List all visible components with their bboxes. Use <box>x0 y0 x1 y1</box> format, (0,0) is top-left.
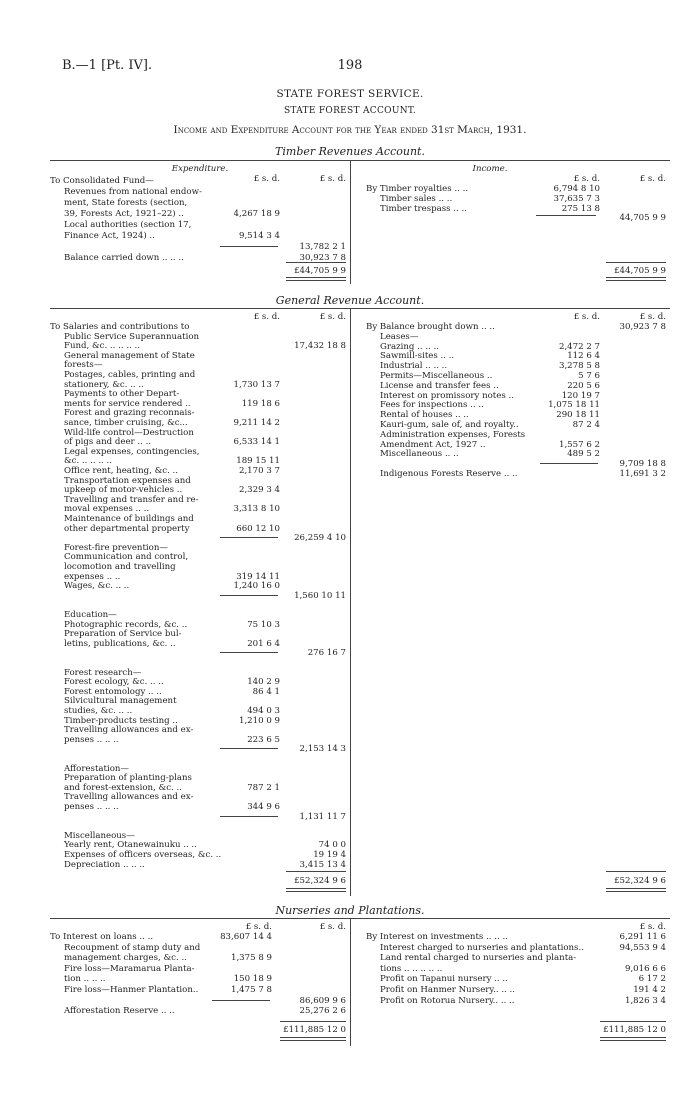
gen-exp-row-total: 74 0 0 <box>318 840 346 851</box>
timber-right-total-rule <box>606 262 666 263</box>
general-left-lsd-a: £ s. d. <box>253 312 280 322</box>
gen-exp-row-label: letins, publications, &c. .. <box>64 638 176 649</box>
gen-exp-row-amount: 1,240 16 0 <box>233 581 280 592</box>
gen-inc-row-label: Rental of houses .. .. <box>380 410 469 421</box>
nur-inc-row-total: 1,826 3 4 <box>624 995 666 1006</box>
gen-exp-row-label: Maintenance of buildings and <box>64 514 194 524</box>
nurseries-rule-top <box>50 918 670 919</box>
nur-exp-row-label: Fire loss—Maramarua Planta- <box>64 963 195 974</box>
gen-exp-row-amount: 2,170 3 7 <box>238 466 280 476</box>
gen-exp-row-total: 276 16 7 <box>307 648 346 659</box>
gen-exp-row-amount: 223 6 5 <box>247 734 280 745</box>
gen-exp-row-total: 19 19 4 <box>313 850 346 860</box>
gen-exp-row-label: Miscellaneous— <box>64 830 135 841</box>
nur-exp-row-label: Recoupment of stamp duty and <box>64 942 201 953</box>
nur-exp-subtotal-rule <box>212 1000 270 1001</box>
gen-exp-subtotal-rule <box>220 537 278 538</box>
gen-inc-row-total: 9,709 18 8 <box>619 459 666 470</box>
gen-exp-row-label: forests— <box>64 360 103 371</box>
gen-exp-row-label: sance, timber cruising, &c... <box>64 418 188 428</box>
gen-inc-row-total: 11,691 3 2 <box>619 469 666 479</box>
timber-exp-row-label: Finance Act, 1924) .. <box>64 231 155 241</box>
gen-exp-row-amount: 119 18 6 <box>241 398 280 409</box>
page-heading: Income and Expenditure Account for the Year ended 31st March, 1931. <box>173 124 527 136</box>
gen-inc-row-label: Interest on promissory notes .. <box>380 390 514 401</box>
timber-exp-row-amount: 9,514 3 4 <box>238 231 280 241</box>
gen-exp-row-label: Forest and grazing reconnais- <box>64 408 195 419</box>
gen-inc-subtotal-rule <box>540 463 598 464</box>
nur-inc-row-total: 94,553 9 4 <box>619 942 666 953</box>
gen-inc-row-label: Administration expenses, Forests <box>380 429 526 440</box>
general-right-total-rule <box>606 871 666 872</box>
nur-inc-row-total: 191 4 2 <box>633 985 666 995</box>
gen-exp-row-label: Travelling allowances and ex- <box>64 725 194 736</box>
gen-exp-row-label: Postages, cables, printing and <box>64 370 196 380</box>
gen-exp-row-total: 17,432 18 8 <box>294 341 346 352</box>
gen-exp-row-label: stationery, &c. .. .. <box>64 379 144 390</box>
nur-exp-row-label: To Interest on loans .. .. <box>50 932 154 942</box>
general-right-total: £52,324 9 6 <box>614 876 666 886</box>
gen-inc-row-label: Grazing .. .. .. <box>380 341 439 352</box>
gen-inc-row-total: 30,923 7 8 <box>619 322 666 332</box>
gen-inc-row-amount: 112 6 4 <box>567 351 600 362</box>
timber-right-lsd-b: £ s. d. <box>639 174 666 184</box>
nur-exp-row-label: Fire loss—Hanmer Plantation.. <box>64 985 199 995</box>
nurseries-left-total-dbl <box>280 1037 346 1041</box>
timber-inc-row-amount: 37,635 7 3 <box>553 194 600 204</box>
gen-inc-row-label: Permits—Miscellaneous .. <box>380 371 493 381</box>
gen-exp-row-label: studies, &c. .. .. <box>64 706 133 716</box>
gen-exp-row-amount: 1,730 13 7 <box>233 379 280 390</box>
gen-exp-row-label: &c. .. .. .. .. <box>64 456 112 467</box>
gen-exp-row-label: moval expenses .. .. <box>64 504 150 515</box>
gen-inc-row-amount: 87 2 4 <box>572 420 600 430</box>
timber-inc-row-label: Timber trespass .. .. <box>380 204 467 214</box>
gen-exp-row-total: 2,153 14 3 <box>299 744 346 755</box>
gen-exp-row-label: Wild-life control—Destruction <box>64 427 194 438</box>
gen-exp-row-amount: 9,211 14 2 <box>233 418 280 428</box>
nur-inc-row-total: 6,291 11 6 <box>619 932 666 942</box>
gen-exp-row-label: Afforestation— <box>64 763 130 774</box>
nurseries-title: Nurseries and Plantations. <box>275 904 425 917</box>
timber-left-lsd-b: £ s. d. <box>319 174 346 184</box>
gen-inc-row-label: License and transfer fees .. <box>380 380 499 391</box>
timber-exp-row-label: Balance carried down .. .. .. <box>64 253 184 263</box>
gen-exp-row-label: Forest ecology, &c. .. .. <box>64 677 164 688</box>
gen-inc-row-label: Fees for inspections .. .. <box>380 400 484 411</box>
general-left-lsd-b: £ s. d. <box>319 312 346 322</box>
timber-inc-row-label: By Timber royalties .. .. <box>366 184 469 194</box>
timber-inc-row-amount: 275 13 8 <box>561 204 600 214</box>
general-title: General Revenue Account. <box>275 294 425 307</box>
timber-exp-row-label: ment, State forests (section, <box>64 198 188 208</box>
timber-inc-head: Income. <box>472 164 508 174</box>
gen-inc-row-amount: 489 5 2 <box>567 449 600 460</box>
timber-right-sub-rule <box>536 215 596 216</box>
timber-exp-row-label: Revenues from national endow- <box>64 187 202 197</box>
gen-exp-row-amount: 2,329 3 4 <box>238 485 280 496</box>
gen-exp-row-amount: 1,210 0 9 <box>238 715 280 726</box>
timber-exp-row-label: To Consolidated Fund— <box>50 176 154 186</box>
gen-exp-row-label: Photographic records, &c. .. <box>64 619 188 630</box>
nur-exp-row-amount: 1,475 7 8 <box>230 985 272 995</box>
gen-exp-row-amount: 319 14 11 <box>236 571 280 582</box>
gen-exp-row-label: Fund, &c. .. .. .. .. <box>64 341 140 352</box>
nur-inc-row-label: By Interest on investments .. .. .. <box>366 932 508 942</box>
timber-divider <box>350 160 351 284</box>
gen-inc-row-amount: 220 5 6 <box>567 380 600 391</box>
gen-exp-row-label: To Salaries and contributions to <box>50 322 190 332</box>
nurseries-left-total-rule <box>280 1021 346 1022</box>
gen-exp-row-label: Education— <box>64 610 117 620</box>
nur-inc-row-label: Land rental charged to nurseries and planta- <box>380 953 577 964</box>
nurseries-left-lsd-b: £ s. d. <box>319 922 346 932</box>
gen-exp-row-label: Forest entomology .. .. <box>64 686 162 697</box>
gen-exp-row-label: Yearly rent, Otanewainuku .. .. <box>64 840 197 851</box>
timber-exp-row-label: Local authorities (section 17, <box>64 220 192 230</box>
gen-inc-row-label: Industrial .. .. .. <box>380 361 448 372</box>
gen-exp-row-amount: 660 12 10 <box>236 523 280 534</box>
gen-exp-row-label: of pigs and deer .. .. <box>64 437 152 448</box>
gen-exp-row-label: Travelling allowances and ex- <box>64 792 194 803</box>
timber-left-total: £44,705 9 9 <box>294 266 346 276</box>
timber-right-sub: 44,705 9 9 <box>619 213 666 223</box>
nurseries-left-total: £111,885 12 0 <box>283 1025 346 1035</box>
gen-exp-row-label: Office rent, heating, &c. .. <box>64 466 179 476</box>
page-subtitle: STATE FOREST ACCOUNT. <box>283 106 417 116</box>
gen-exp-row-label: Legal expenses, contingencies, <box>64 446 200 457</box>
general-right-lsd-b: £ s. d. <box>639 312 666 322</box>
general-left-total: £52,324 9 6 <box>294 876 346 886</box>
gen-exp-row-amount: 494 0 3 <box>247 706 280 716</box>
nur-inc-row-label: Profit on Hanmer Nursery.. .. .. <box>380 985 515 995</box>
gen-exp-row-label: other departmental property <box>64 523 190 534</box>
nur-exp-row-label: tion .. .. .. <box>64 974 106 985</box>
gen-exp-row-label: Depreciation .. .. .. <box>64 859 145 870</box>
nurseries-right-total-rule <box>600 1021 666 1022</box>
general-rule-top <box>50 308 670 309</box>
gen-exp-row-amount: 344 9 6 <box>247 802 280 812</box>
timber-left-total-rule <box>286 262 346 263</box>
gen-exp-row-amount: 787 2 1 <box>247 782 280 793</box>
general-divider <box>350 308 351 896</box>
gen-exp-row-label: locomotion and travelling <box>64 562 176 572</box>
gen-exp-row-total: 3,415 13 4 <box>299 859 346 870</box>
nur-exp-row-amount: 1,375 8 9 <box>230 953 272 964</box>
nurseries-left-lsd-a: £ s. d. <box>245 922 272 932</box>
gen-exp-row-amount: 75 10 3 <box>247 619 280 630</box>
gen-exp-row-label: Payments to other Depart- <box>64 389 180 400</box>
timber-exp-head: Expenditure. <box>171 164 229 174</box>
gen-exp-row-label: ments for service rendered .. <box>64 398 191 409</box>
gen-exp-row-label: Transportation expenses and <box>64 475 191 486</box>
timber-left-lsd-a: £ s. d. <box>253 174 280 184</box>
page-title: STATE FOREST SERVICE. <box>276 88 424 100</box>
gen-exp-row-label: Expenses of officers overseas, &c. .. <box>64 850 222 860</box>
gen-exp-subtotal-rule <box>220 748 278 749</box>
gen-exp-row-amount: 140 2 9 <box>247 677 280 688</box>
nur-inc-row-total: 9,016 6 6 <box>624 963 666 974</box>
gen-inc-row-label: Leases— <box>380 331 419 342</box>
gen-exp-row-amount: 6,533 14 1 <box>233 437 280 448</box>
gen-exp-row-label: penses .. .. .. <box>64 802 119 812</box>
gen-inc-row-amount: 5 7 6 <box>578 371 600 381</box>
gen-exp-row-amount: 86 4 1 <box>252 686 280 697</box>
gen-inc-row-label: Kauri-gum, sale of, and royalty.. <box>380 420 519 430</box>
gen-exp-row-amount: 189 15 11 <box>236 456 280 467</box>
gen-exp-row-amount: 3,313 8 10 <box>233 504 280 515</box>
timber-exp-row-label: 39, Forests Act, 1921–22) .. <box>64 209 184 219</box>
gen-exp-subtotal-rule <box>220 595 278 596</box>
nur-exp-row-total: 86,609 9 6 <box>299 995 346 1006</box>
nur-inc-row-total: 6 17 2 <box>638 974 666 985</box>
gen-exp-subtotal-rule <box>220 652 278 653</box>
gen-exp-row-label: penses .. .. .. <box>64 734 119 745</box>
nur-exp-row-amount: 83,607 14 4 <box>220 932 272 942</box>
nurseries-right-total: £111,885 12 0 <box>603 1025 666 1035</box>
gen-exp-row-label: Forest-fire prevention— <box>64 542 168 553</box>
nur-exp-row-amount: 150 18 9 <box>233 974 272 985</box>
gen-exp-row-label: Forest research— <box>64 667 142 678</box>
gen-inc-row-label: Sawmill-sites .. .. <box>380 351 455 362</box>
timber-exp-row-amount: 4,267 18 9 <box>233 209 280 219</box>
timber-rule-top <box>50 160 670 161</box>
nurseries-right-lsd: £ s. d. <box>639 922 666 932</box>
gen-exp-subtotal-rule <box>220 816 278 817</box>
timber-exp-row-total: 13,782 2 1 <box>299 242 346 252</box>
gen-inc-row-amount: 1,075 18 11 <box>548 400 600 411</box>
gen-inc-row-label: Miscellaneous .. .. <box>380 449 459 460</box>
timber-right-total-dbl <box>606 277 666 281</box>
nurseries-divider <box>350 918 351 1046</box>
nur-exp-row-total: 25,276 2 6 <box>299 1006 346 1017</box>
nur-inc-row-label: Interest charged to nurseries and plantations.. <box>380 942 584 953</box>
gen-exp-row-total: 1,131 11 7 <box>299 811 346 822</box>
gen-inc-row-label: By Balance brought down .. .. <box>366 322 495 332</box>
general-right-lsd-a: £ s. d. <box>573 312 600 322</box>
gen-exp-row-label: Travelling and transfer and re- <box>64 494 199 505</box>
nur-inc-row-label: tions .. .. .. .. .. <box>380 963 443 974</box>
nur-inc-row-label: Profit on Tapanui nursery .. .. <box>380 974 508 985</box>
gen-inc-row-amount: 290 18 11 <box>556 410 600 421</box>
nur-inc-row-label: Profit on Rotorua Nursery.. .. .. <box>380 995 515 1006</box>
nur-exp-row-label: management charges, &c. .. <box>64 953 187 964</box>
gen-exp-row-label: General management of State <box>64 350 195 361</box>
gen-inc-row-amount: 3,278 5 8 <box>558 361 600 372</box>
gen-exp-row-label: Preparation of planting-plans <box>64 773 192 784</box>
gen-exp-row-label: upkeep of motor-vehicles .. <box>64 485 183 496</box>
timber-inc-row-amount: 6,794 8 10 <box>553 184 600 194</box>
gen-exp-row-label: expenses .. .. <box>64 571 121 582</box>
gen-exp-row-label: Wages, &c. .. .. <box>64 581 130 592</box>
gen-inc-row-amount: 120 19 7 <box>561 390 600 401</box>
gen-exp-row-total: 26,259 4 10 <box>294 533 346 544</box>
timber-title: Timber Revenues Account. <box>275 145 425 158</box>
timber-right-lsd-a: £ s. d. <box>573 174 600 184</box>
nurseries-right-total-dbl <box>600 1037 666 1041</box>
general-left-total-rule <box>286 871 346 872</box>
gen-exp-row-label: Public Service Superannuation <box>64 331 200 342</box>
gen-inc-row-amount: 1,557 6 2 <box>558 439 600 450</box>
gen-inc-row-label: Amendment Act, 1927 .. <box>380 439 486 450</box>
gen-exp-row-label: Timber-products testing .. <box>64 715 178 726</box>
general-left-total-dbl <box>286 888 346 892</box>
gen-exp-row-label: and forest-extension, &c. .. <box>64 782 182 793</box>
timber-right-total: £44,705 9 9 <box>614 266 666 276</box>
gen-exp-row-label: Preparation of Service bul- <box>64 629 182 640</box>
nur-exp-row-label: Afforestation Reserve .. .. <box>64 1006 175 1017</box>
gen-exp-row-label: Silvicultural management <box>64 696 177 707</box>
timber-left-total-dbl <box>286 277 346 281</box>
timber-exp-subtotal-rule <box>220 246 278 247</box>
gen-exp-row-total: 1,560 10 11 <box>294 590 346 601</box>
gen-inc-row-label: Indigenous Forests Reserve .. .. <box>380 469 518 479</box>
timber-exp-row-total: 30,923 7 8 <box>299 253 346 263</box>
timber-inc-row-label: Timber sales .. .. <box>380 194 453 204</box>
page-number: 198 <box>337 58 363 73</box>
gen-exp-row-label: Communication and control, <box>64 552 189 563</box>
page-ref: B.—1 [Pt. IV]. <box>62 58 153 73</box>
general-right-total-dbl <box>606 888 666 892</box>
gen-inc-row-amount: 2,472 2 7 <box>558 341 600 352</box>
gen-exp-row-amount: 201 6 4 <box>247 638 280 649</box>
